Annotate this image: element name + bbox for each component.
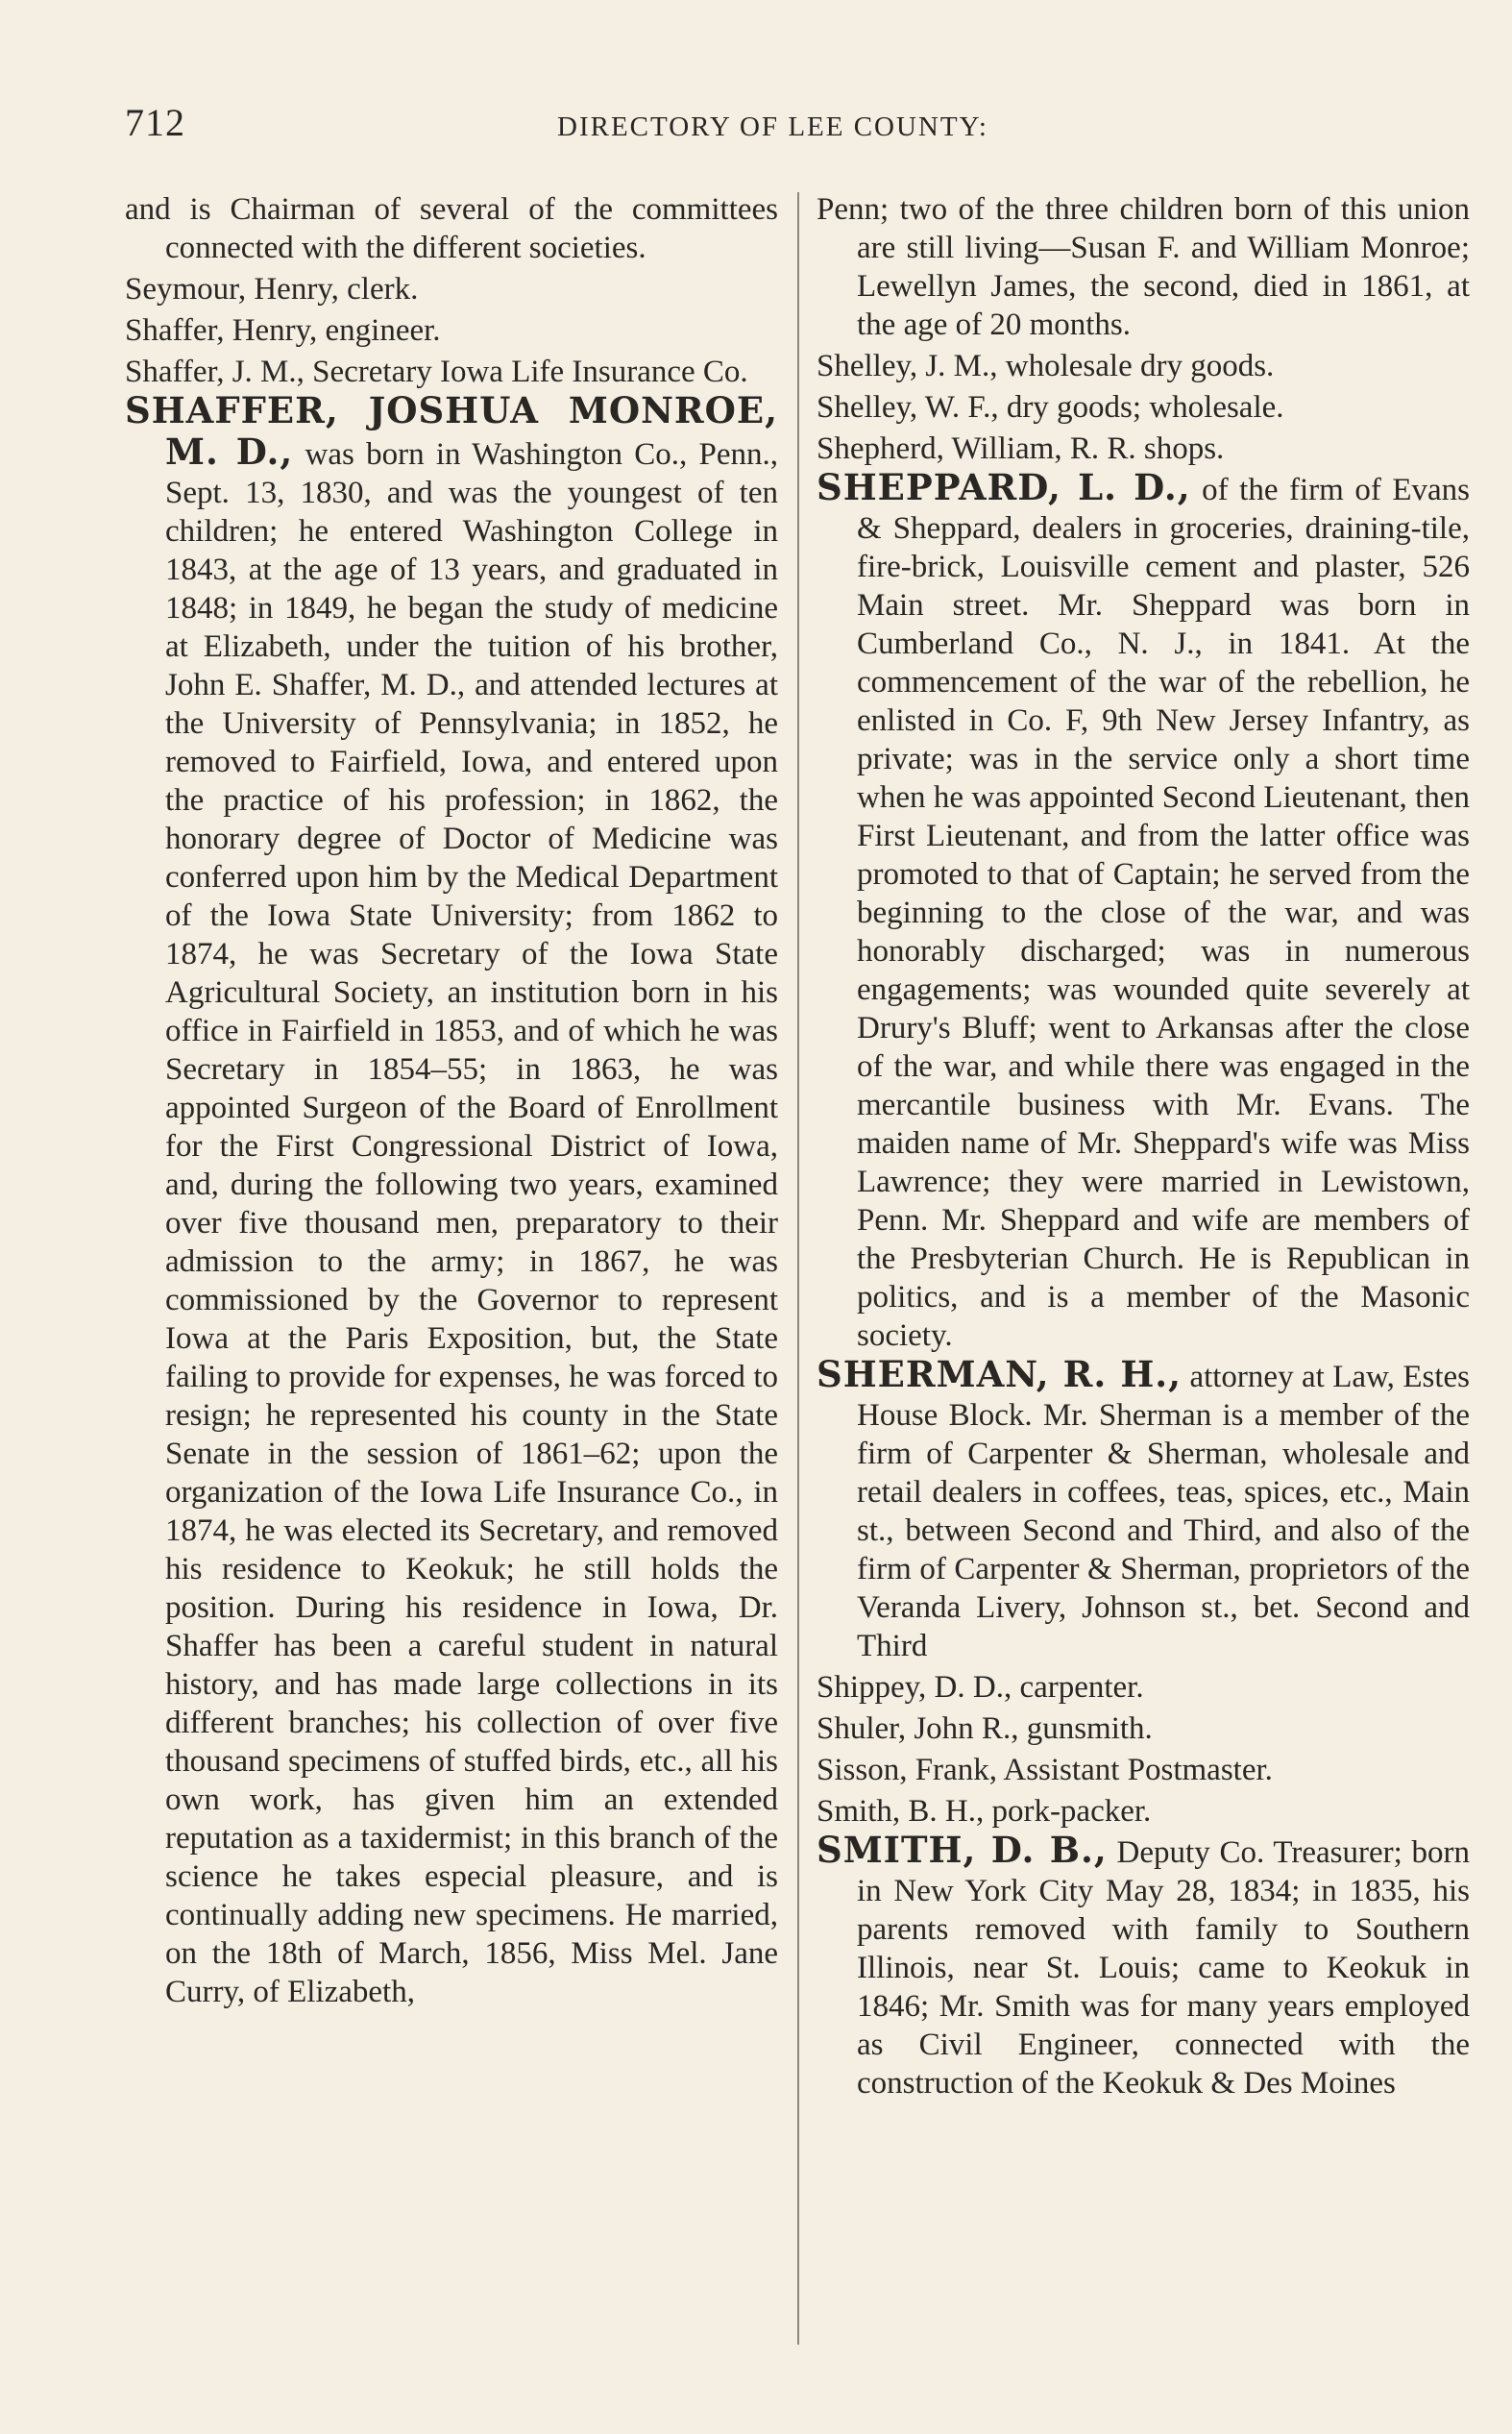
entry-name: SHAFFER, JOSHUA MONROE, M. D., — [125, 389, 778, 473]
entry-text: was born in Washington Co., Penn., Sept. 13, 1830, and was the youngest of ten children; he entered Washington College in 1843, at the age of 13 years, and graduated in 1848; in 1849, he began the study of medicine at Elizabeth, under the tuition of his brother, John E. Shaffer, M. D., and attended lectures at the University of Pennsylvania; in 1852, he removed to Fairfield, Iowa, and entered upon the practice of his profession; in 1862, the honorary degree of Doctor of Medicine was conferred upon him by the Medical Department of the Iowa State University; from 1862 to 1874, he was Secretary of the Iowa State Agricultural Society, an institution born in his office in Fairfield in 1853, and of which he was Secretary in 1854–55; in 1863, he was appointed Surgeon of the Board of Enrollment for the First Congressional District of Iowa, and, during the following two years, examined over five thousand men, preparatory to their admission to the army; in 1867, he was commissioned by the Governor to represent Iowa at the Paris Exposition, but, the State failing to provide for expenses, he was forced to resign; he represented his county in the State Senate in the session of 1861–62; upon the organization of the Iowa Life Insurance Co., in 1874, he was elected its Secretary, and removed his residence to Keokuk; he still holds the position. During his residence in Iowa, Dr. Shaffer has been a careful student in natural history, and has made large collections in its different branches; his collection of over five thousand specimens of stuffed birds, etc., all his own work, has given him an extended reputation as a taxidermist; in this branch of the science he takes especial pleasure, and is continually adding new specimens. He married, on the 18th of March, 1856, Miss Mel. Jane Curry, of Elizabeth, — [165, 437, 779, 2009]
entry-shaffer-continuation — [817, 187, 1470, 344]
page-header — [125, 100, 1470, 158]
entry-smith-db — [817, 1831, 1470, 2102]
entry-shepherd-william — [817, 427, 1470, 468]
left-column — [125, 187, 778, 2011]
entry-name: SMITH, D. B., — [817, 1829, 1108, 1871]
entry-text: attorney at Law, Estes House Block. Mr. Sherman is a member of the firm of Carpenter & Sherman, wholesale and retail dealers in coffees, teas, spices, etc., Main st., between Second and Third, and also of the firm of Carpenter & Sherman, proprietors of the Veranda Livery, Johnson st., bet. Second and Third — [857, 1360, 1470, 1663]
entry-text: Shaffer, Henry, engineer. — [125, 313, 441, 348]
entry-sherman-rh — [817, 1355, 1470, 1665]
entry-text: Shelley, W. F., dry goods; wholesale. — [817, 390, 1284, 425]
entry-shelley-jm — [817, 344, 1470, 385]
entry-chairman-continuation — [125, 187, 778, 267]
entry-shuler-john — [817, 1707, 1470, 1748]
entry-name: SHEPPARD, L. D., — [817, 466, 1191, 508]
right-column — [817, 187, 1470, 2102]
entry-shaffer-jm — [125, 350, 778, 391]
entry-text: Shelley, J. M., wholesale dry goods. — [817, 349, 1275, 383]
entry-text: Shippey, D. D., carpenter. — [817, 1670, 1144, 1705]
page-number: 712 — [125, 101, 185, 144]
entry-smith-bh — [817, 1789, 1470, 1831]
entry-text: Shuler, John R., gunsmith. — [817, 1711, 1153, 1746]
entry-text: Deputy Co. Treasurer; born in New York City May 28, 1834; in 1835, his parents removed with family to Southern Illinois, near St. Louis; came to Keokuk in 1846; Mr. Smith was for many years employed as Civil Engineer, connected with the construction of the Keokuk & Des Moines — [857, 1835, 1470, 2101]
entry-text: Penn; two of the three children born of this union are still living—Susan F. and William Monroe; Lewellyn James, the second, died in 1861, at the age of 20 months. — [817, 192, 1470, 342]
entry-seymour-henry — [125, 267, 778, 308]
entry-shippey-dd — [817, 1665, 1470, 1707]
entry-text: Sisson, Frank, Assistant Postmaster. — [817, 1753, 1273, 1787]
entry-name: SHERMAN, R. H., — [817, 1353, 1183, 1395]
running-head: DIRECTORY OF LEE COUNTY: — [557, 111, 988, 142]
entry-shaffer-henry — [125, 308, 778, 350]
entry-shelley-wf — [817, 385, 1470, 427]
entry-text: Seymour, Henry, clerk. — [125, 272, 419, 307]
entry-shaffer-joshua-monroe — [125, 391, 778, 2011]
entry-text: and is Chairman of several of the committees connected with the different societies. — [125, 192, 778, 265]
entry-text: Shaffer, J. M., Secretary Iowa Life Insurance Co. — [125, 355, 748, 389]
entry-sisson-frank — [817, 1748, 1470, 1789]
entry-text: of the firm of Evans & Sheppard, dealers in groceries, draining-tile, fire-brick, Louisville cement and plaster, 526 Main street. Mr. Sheppard was born in Cumberland Co., N. J., in 1841. At the commencement of the war of the rebellion, he enlisted in Co. F, 9th New Jersey Infantry, as private; was in the service only a short time when he was appointed Second Lieutenant, then First Lieutenant, and from the latter office was promoted to that of Captain; he served from the beginning to the close of the war, and was honorably discharged; was in numerous engagements; was wounded quite severely at Drury's Bluff; went to Arkansas after the close of the war, and while there was engaged in the mercantile business with Mr. Evans. The maiden name of Mr. Sheppard's wife was Miss Lawrence; they were married in Lewistown, Penn. Mr. Sheppard and wife are members of the Presbyterian Church. He is Republican in politics, and is a member of the Masonic society. — [857, 473, 1470, 1353]
entry-sheppard-ld — [817, 468, 1470, 1355]
entry-text: Shepherd, William, R. R. shops. — [817, 431, 1225, 466]
column-divider — [797, 192, 799, 2345]
entry-text: Smith, B. H., pork-packer. — [817, 1794, 1152, 1829]
